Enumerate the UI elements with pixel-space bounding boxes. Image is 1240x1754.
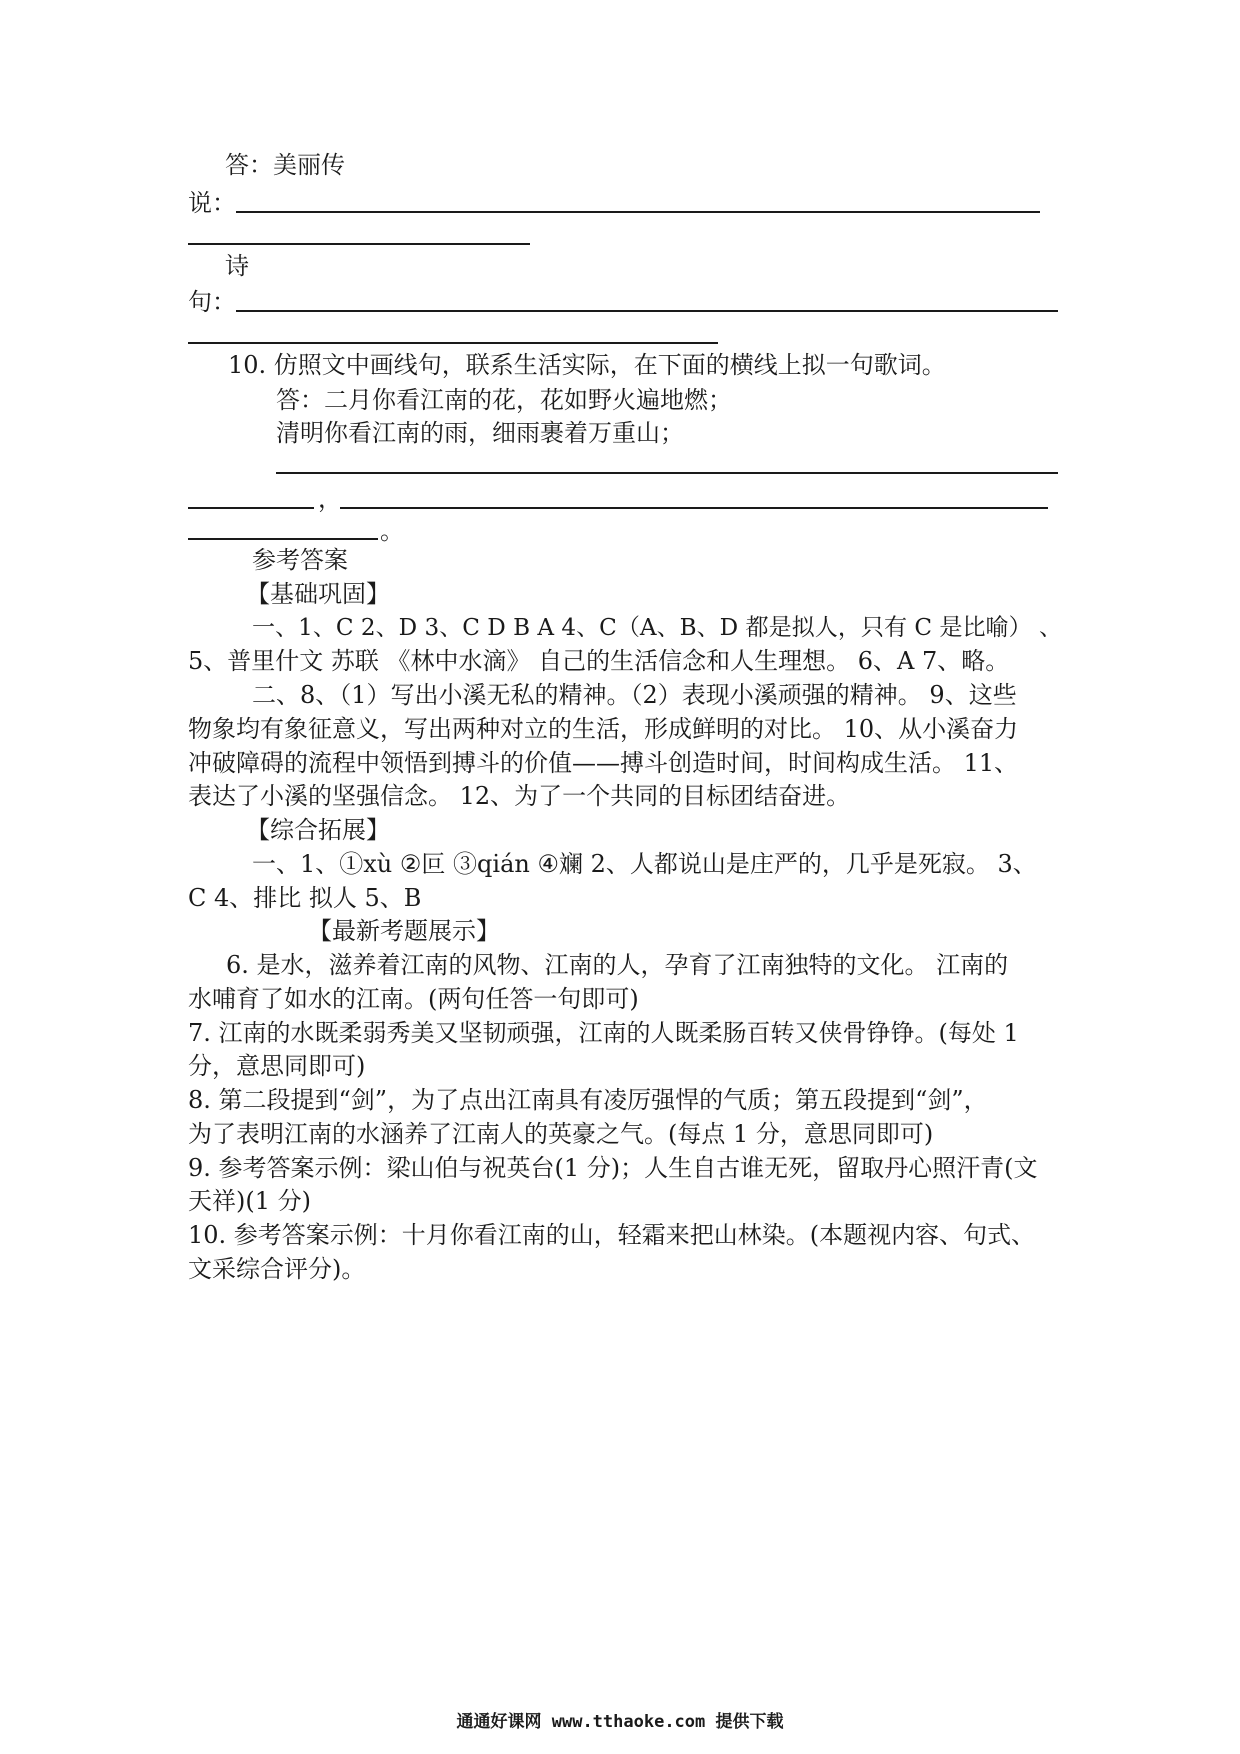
basic-line: 二、8、（1）写出小溪无私的精神。（2）表现小溪顽强的精神。 9、这些 (252, 681, 1017, 709)
q10-line-2: 清明你看江南的雨，细雨裹着万重山； (276, 419, 684, 447)
latest-section-title: 【最新考题展示】 (308, 917, 500, 945)
basic-line: 5、普里什文 苏联 《林中水滴》 自己的生活信念和人生理想。 6、A 7、略。 (188, 647, 1010, 675)
extend-line: 一、1、①xù ②叵 ③qián ④斓 2、人都说山是庄严的，几乎是死寂。 3、 (252, 850, 1037, 878)
q10-blank-1[interactable] (276, 472, 1058, 474)
latest-line: 分，意思同即可) (188, 1052, 366, 1080)
basic-line: 物象均有象征意义，写出两种对立的生活，形成鲜明的对比。 10、从小溪奋力 (188, 715, 1019, 743)
q9-answer-prefix: 答：美丽传 (225, 151, 345, 179)
q10-prompt: 10. 仿照文中画线句，联系生活实际，在下面的横线上拟一句歌词。 (228, 351, 946, 379)
q10-blank-4[interactable] (188, 538, 378, 540)
q9-poem-blank-1[interactable] (236, 310, 1058, 312)
q10-blank-3[interactable] (340, 507, 1048, 509)
latest-line: 为了表明江南的水涵养了江南人的英豪之气。(每点 1 分，意思同即可) (188, 1120, 934, 1148)
q9-legend-blank-2[interactable] (188, 243, 530, 245)
latest-line: 9. 参考答案示例：梁山伯与祝英台(1 分)；人生自古谁无死，留取丹心照汗青(文 (188, 1154, 1038, 1182)
basic-section-title: 【基础巩固】 (246, 580, 390, 608)
latest-line: 7. 江南的水既柔弱秀美又坚韧顽强，江南的人既柔肠百转又侠骨铮铮。(每处 1 (188, 1019, 1019, 1047)
q10-blank-2[interactable] (188, 507, 314, 509)
q9-poem-prefix: 诗 (225, 252, 249, 280)
page-footer: 通通好课网 www.tthaoke.com 提供下载 (456, 1712, 784, 1732)
latest-line: 文采综合评分)。 (188, 1255, 366, 1283)
q10-comma: ， (318, 485, 342, 513)
latest-line: 天祥)(1 分) (188, 1187, 311, 1215)
answers-heading: 参考答案 (252, 546, 348, 574)
latest-line: 6. 是水，滋养着江南的风物、江南的人，孕育了江南独特的文化。 江南的 (226, 951, 1009, 979)
latest-line: 水哺育了如水的江南。(两句任答一句即可) (188, 985, 639, 1013)
latest-line: 8. 第二段提到“剑”，为了点出江南具有凌厉强悍的气质；第五段提到“剑”， (188, 1086, 988, 1114)
extend-section-title: 【综合拓展】 (246, 816, 390, 844)
q9-legend-label: 说： (188, 189, 236, 217)
q9-legend-blank-1[interactable] (236, 211, 1040, 213)
q9-poem-blank-2[interactable] (188, 342, 718, 344)
q10-line-1: 答：二月你看江南的花，花如野火遍地燃； (276, 386, 732, 414)
extend-line: C 4、排比 拟人 5、B (188, 884, 422, 912)
q10-period: 。 (380, 517, 404, 545)
latest-line: 10. 参考答案示例：十月你看江南的山，轻霜来把山林染。(本题视内容、句式、 (188, 1221, 1036, 1249)
q9-poem-label: 句： (188, 288, 236, 316)
basic-line: 一、1、C 2、D 3、C D B A 4、C（A、B、D 都是拟人，只有 C 是比喻） 、 (252, 615, 1063, 641)
basic-line: 冲破障碍的流程中领悟到搏斗的价值——搏斗创造时间，时间构成生活。 11、 (188, 749, 1019, 777)
basic-line: 表达了小溪的坚强信念。 12、为了一个共同的目标团结奋进。 (188, 782, 851, 810)
